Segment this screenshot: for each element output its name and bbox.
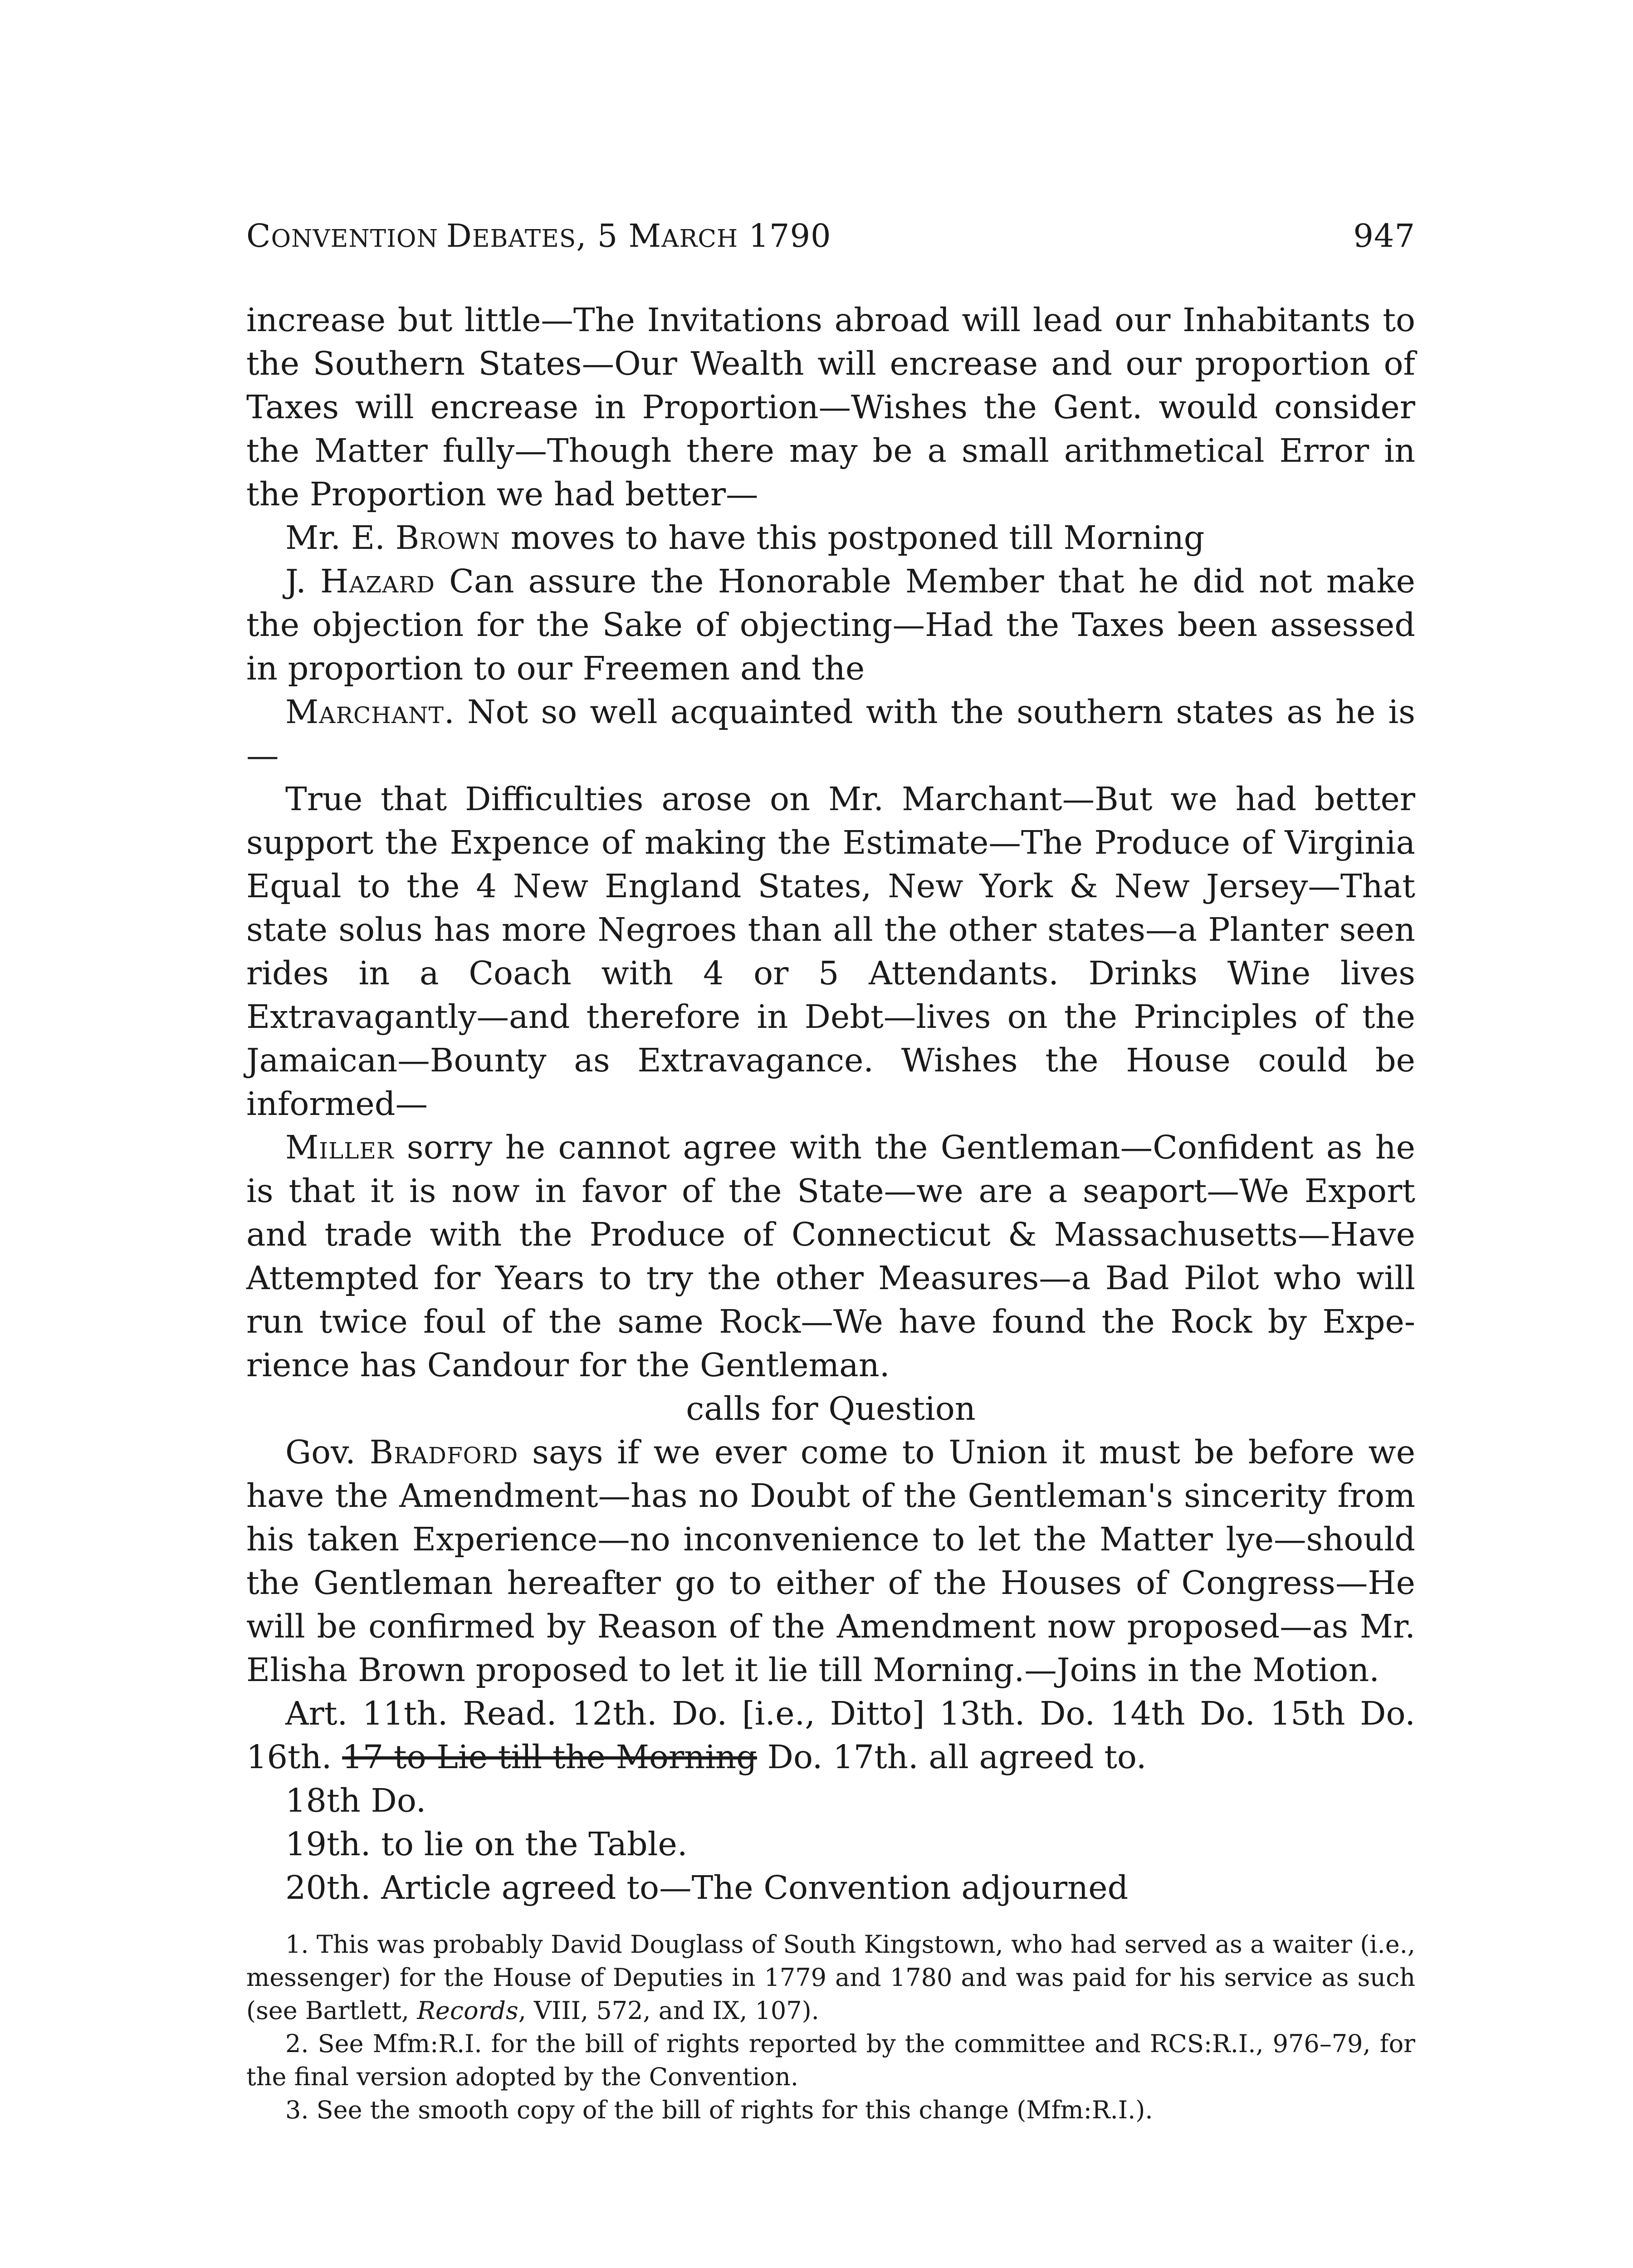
speaker-name: Bradford <box>369 1433 518 1471</box>
footnote: 1. This was probably David Douglass of South Kingstown, who had served as a waiter (i.e., messenger) for the House of Deputies in 1779 and 1780 and was paid for his service as such (see Bartlett, Records, VIII, 572, and IX, 107). <box>246 1930 1415 2025</box>
paragraph: 20th. Article agreed to—The Convention adjourned <box>285 1869 1129 1906</box>
document-page <box>246 213 1415 2126</box>
paragraph-centered: calls for Question <box>686 1390 976 1427</box>
paragraph: Marchant. Not so well acquainted with the southern states as he is— <box>246 693 1415 774</box>
paragraph: 19th. to lie on the Table. <box>285 1825 688 1863</box>
running-head-title: CONVENTION DEBATES, 5 MARCH 1790 <box>246 217 831 254</box>
struck-text: 17 to Lie till the Morning <box>342 1738 757 1776</box>
running-header <box>246 213 1415 259</box>
paragraph: Miller sorry he cannot agree with the Gentleman—Confident as he is that it is now in favor of the State—we are a seaport—We Export and trade with the Produce of Connecticut & Massachusetts—Have Attempted for Years to try the other Measures—a Bad Pilot who will run twice foul of the same Rock—We have found the Rock by Experience has Candour for the Gentleman. <box>246 1129 1415 1384</box>
footnotes <box>246 1928 1415 2126</box>
paragraph: Gov. Bradford says if we ever come to Union it must be before we have the Amendment—has no Doubt of the Gentleman's sincerity from his taken Experience—no inconvenience to let the Matter lye—should the Gentleman hereafter go to either of the Houses of Congress—He will be confirmed by Reason of the Amendment now proposed—as Mr. Elisha Brown proposed to let it lie till Morning.—Joins in the Motion. <box>246 1433 1416 1689</box>
speaker-name: Marchant <box>285 693 445 731</box>
page-number: 947 <box>1353 217 1415 254</box>
speaker-name: Miller <box>285 1129 394 1166</box>
paragraph: J. Hazard Can assure the Honorable Member that he did not make the objection for the Sake of objecting—Had the Taxes been assessed in proportion to our Freemen and the <box>246 562 1415 687</box>
paragraph: True that Difficulties arose on Mr. Marchant—But we had better support the Expence of making the Estimate—The Produce of Virginia Equal to the 4 New England States, New York & New Jersey—That state solus has more Negroes than all the other states—a Planter seen rides in a Coach with 4 or 5 Attendants. Drinks Wine lives Extravagantly—and therefore in Debt—lives on the Principles of the Jamaican—Bounty as Extravagance. Wishes the House could be informed— <box>246 780 1415 1123</box>
paragraph: Art. 11th. Read. 12th. Do. [i.e., Ditto] 13th. Do. 14th Do. 15th Do. 16th. 17 to Lie till the Morning Do. 17th. all agreed to. <box>246 1695 1415 1776</box>
debate-text <box>246 298 1415 1910</box>
footnote: 2. See Mfm:R.I. for the bill of rights reported by the committee and RCS:R.I., 976–79, for the final version adopted by the Convention. <box>246 2029 1415 2091</box>
paragraph: 18th Do. <box>285 1782 426 1819</box>
paragraph: increase but little—The Invitations abroad will lead our Inhabitants to the Southern States—Our Wealth will encrease and our proportion of Taxes will encrease in Proportion—Wishes the Gent. would consider the Matter fully—Though there may be a small arithmetical Error in the Proportion we had better— <box>246 301 1415 513</box>
paragraph: Mr. E. Brown moves to have this postponed till Morning <box>285 519 1205 557</box>
speaker-name: Hazard <box>320 562 435 600</box>
footnote: 3. See the smooth copy of the bill of rights for this change (Mfm:R.I.). <box>285 2096 1153 2124</box>
speaker-name: Brown <box>395 519 500 557</box>
